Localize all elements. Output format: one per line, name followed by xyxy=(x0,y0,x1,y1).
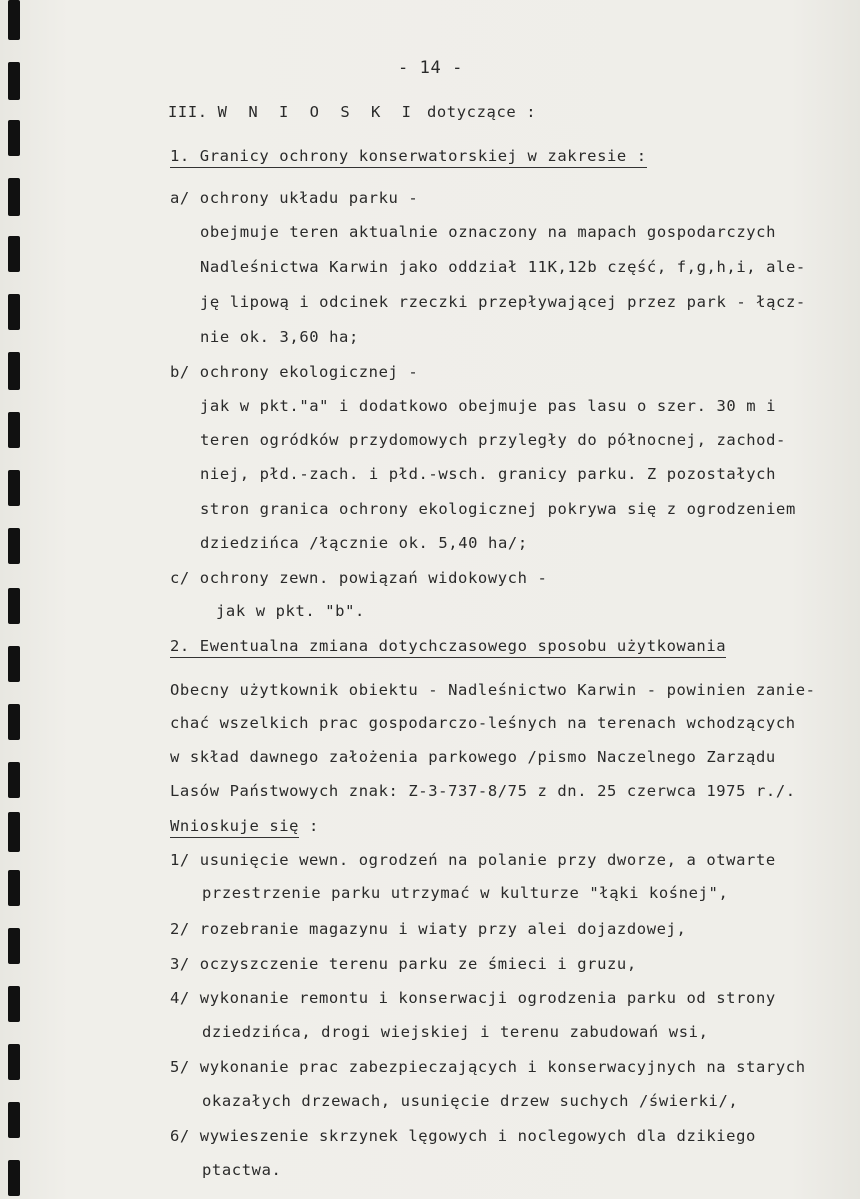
paragraph-line: Lasów Państwowych znak: Z-3-737-8/75 z dn. 25 czerwca 1975 r./. xyxy=(170,782,796,800)
item-b-line: niej, płd.-zach. i płd.-wsch. granicy parku. Z pozostałych xyxy=(200,465,777,483)
proposal-item-1: 1/ usunięcie wewn. ogrodzeń na polanie przy dworze, a otwarte xyxy=(170,851,776,869)
paragraph-line: w skład dawnego założenia parkowego /pismo Naczelnego Zarządu xyxy=(170,748,776,766)
item-b-label: b/ ochrony ekologicznej - xyxy=(170,363,419,381)
item-a-line: obejmuje teren aktualnie oznaczony na mapach gospodarczych xyxy=(200,223,777,241)
item-b-line: dziedzińca /łącznie ok. 5,40 ha/; xyxy=(200,534,528,552)
item-b-line: jak w pkt."a" i dodatkowo obejmuje pas lasu o szer. 30 m i xyxy=(200,397,777,415)
item-a-line: Nadleśnictwa Karwin jako oddział 11K,12b część, f,g,h,i, ale- xyxy=(200,258,806,276)
proposal-item-3: 3/ oczyszczenie terenu parku ze śmieci i gruzu, xyxy=(170,955,637,973)
proposal-item-4: 4/ wykonanie remontu i konserwacji ogrodzenia parku od strony xyxy=(170,989,776,1007)
binder-holes xyxy=(0,0,30,1199)
proposal-item-6-cont: ptactwa. xyxy=(202,1161,282,1179)
proposal-item-4-cont: dziedzińca, drogi wiejskiej i terenu zabudowań wsi, xyxy=(202,1023,709,1041)
subsection-2-title: 2. Ewentualna zmiana dotychczasowego sposobu użytkowania xyxy=(170,636,726,656)
proposal-item-2: 2/ rozebranie magazynu i wiaty przy alei dojazdowej, xyxy=(170,920,687,938)
item-b-line: stron granica ochrony ekologicznej pokrywa się z ogrodzeniem xyxy=(200,500,796,518)
proposal-item-1-cont: przestrzenie parku utrzymać w kulturze "łąki kośnej", xyxy=(202,884,729,902)
section-number: III. xyxy=(168,103,208,121)
item-c-line: jak w pkt. "b". xyxy=(216,602,365,620)
paragraph-line: Obecny użytkownik obiektu - Nadleśnictwo Karwin - powinien zanie- xyxy=(170,681,816,699)
subsection-1-title: 1. Granicy ochrony konserwatorskiej w zakresie : xyxy=(170,146,647,166)
paragraph-line: chać wszelkich prac gospodarczo-leśnych na terenach wchodzących xyxy=(170,714,796,732)
section-heading xyxy=(168,102,536,122)
item-b-line: teren ogródków przydomowych przyległy do północnej, zachod- xyxy=(200,431,786,449)
section-suffix: dotyczące : xyxy=(426,103,537,121)
item-a-line: ję lipową i odcinek rzeczki przepływającej przez park - łącz- xyxy=(200,293,806,311)
item-a-label: a/ ochrony układu parku - xyxy=(170,189,419,207)
proposal-item-6: 6/ wywieszenie skrzynek lęgowych i noclegowych dla dzikiego xyxy=(170,1127,756,1145)
page-number: - 14 - xyxy=(398,58,464,78)
proposal-item-5: 5/ wykonanie prac zabezpieczających i konserwacyjnych na starych xyxy=(170,1058,806,1076)
section-title: W N I O S K I xyxy=(217,103,417,121)
item-c-label: c/ ochrony zewn. powiązań widokowych - xyxy=(170,569,548,587)
proposals-intro: Wnioskuje się : xyxy=(170,816,319,836)
proposal-item-5-cont: okazałych drzewach, usunięcie drzew suchych /świerki/, xyxy=(202,1092,739,1110)
item-a-line: nie ok. 3,60 ha; xyxy=(200,328,359,346)
